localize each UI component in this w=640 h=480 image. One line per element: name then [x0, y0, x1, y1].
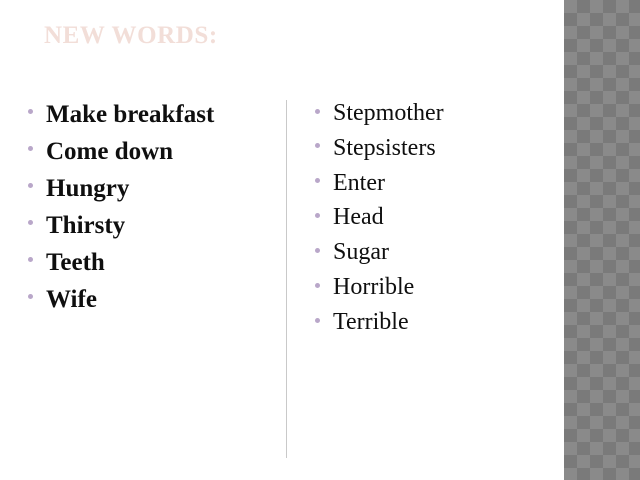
- word-list-left: [26, 100, 276, 314]
- page-title: NEW WORDS:: [44, 22, 218, 49]
- list-item: [26, 137, 276, 166]
- list-item: [26, 211, 276, 240]
- bullet-dot-icon: [315, 248, 320, 253]
- word-list-right: [313, 100, 556, 337]
- list-item-label: Terrible: [333, 308, 409, 335]
- list-item-label: Horrible: [333, 274, 415, 301]
- bullet-dot-icon: [28, 220, 33, 225]
- list-item: [313, 274, 556, 302]
- checkerboard-decoration: [564, 0, 640, 480]
- bullet-dot-icon: [28, 294, 33, 299]
- list-item: [26, 174, 276, 203]
- bullet-dot-icon: [315, 178, 320, 183]
- list-item: [313, 100, 556, 128]
- bullet-dot-icon: [28, 109, 33, 114]
- list-item-label: Sugar: [333, 239, 389, 266]
- bullet-dot-icon: [315, 109, 320, 114]
- list-item-label: Enter: [333, 169, 385, 196]
- list-item: [26, 285, 276, 314]
- word-column-left: [0, 100, 286, 322]
- bullet-dot-icon: [28, 146, 33, 151]
- bullet-dot-icon: [28, 183, 33, 188]
- word-columns: [0, 100, 564, 470]
- bullet-dot-icon: [315, 143, 320, 148]
- list-item-label: Hungry: [46, 175, 130, 202]
- list-item-label: Come down: [46, 138, 174, 165]
- list-item: [313, 135, 556, 163]
- word-column-right: [286, 100, 564, 458]
- list-item-label: Stepsisters: [333, 134, 436, 161]
- bullet-dot-icon: [315, 213, 320, 218]
- list-item-label: Wife: [46, 286, 97, 313]
- list-item: [26, 248, 276, 277]
- list-item-label: Stepmother: [333, 100, 444, 126]
- list-item-label: Head: [333, 204, 384, 231]
- list-item: [26, 100, 276, 129]
- bullet-dot-icon: [315, 318, 320, 323]
- list-item-label: Thirsty: [46, 212, 126, 239]
- list-item: [313, 239, 556, 267]
- list-item-label: Teeth: [46, 249, 105, 276]
- list-item: [313, 309, 556, 337]
- list-item: [313, 170, 556, 198]
- list-item: [313, 204, 556, 232]
- bullet-dot-icon: [315, 283, 320, 288]
- list-item-label: Make breakfast: [46, 101, 215, 128]
- bullet-dot-icon: [28, 257, 33, 262]
